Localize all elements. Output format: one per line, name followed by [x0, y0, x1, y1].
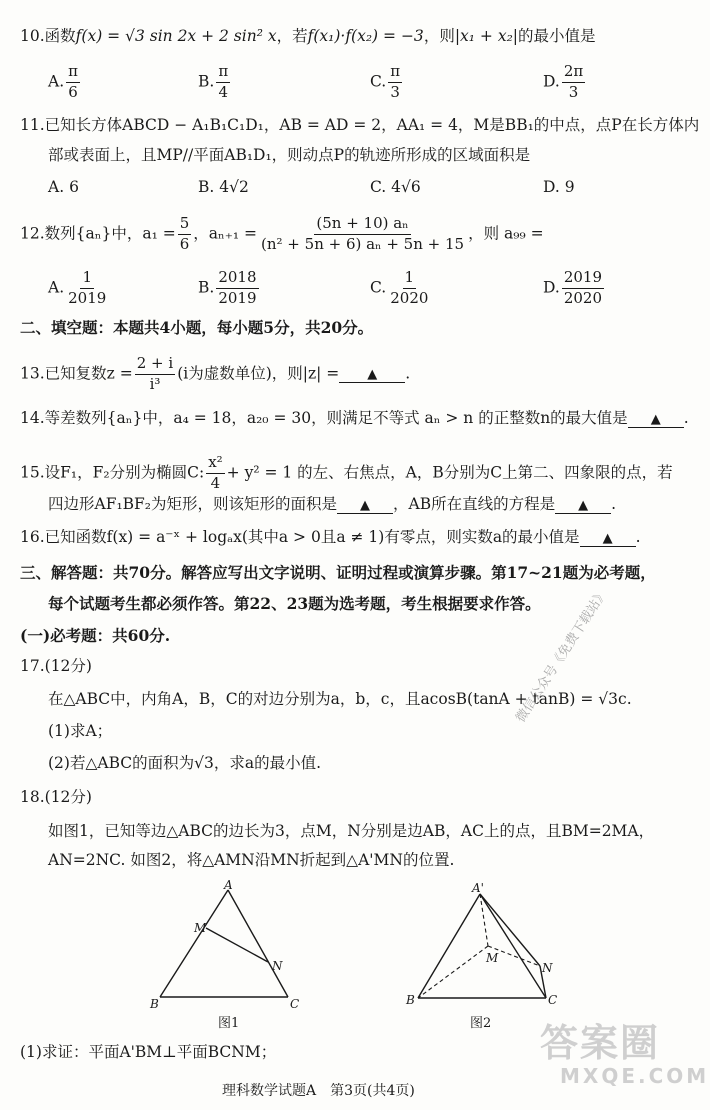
q18-line1: 如图1，已知等边△ABC的边长为3，点M，N分别是边AB，AC上的点，且BM=2MA，: [48, 822, 655, 840]
fig2-label-n: N: [542, 961, 553, 975]
figure-2-caption: 图2: [470, 1016, 492, 1031]
q12-number: 12.: [20, 224, 45, 243]
q11-option-b: B. 4√2: [198, 178, 249, 196]
q11-option-a: A. 6: [48, 178, 79, 196]
fig1-edge-ac: [228, 890, 288, 997]
q12-option-b: B. $\frac{2018}{2019}$: [198, 268, 257, 307]
figure-1: [140, 880, 310, 1030]
q12-option-c: C. $\frac{1}{2020}$: [370, 268, 429, 307]
q11-option-d: D. 9: [543, 178, 575, 196]
q10-option-c: C. $\frac{\pi}{3}$: [370, 62, 401, 101]
q11-line1: 11.已知长方体ABCD − A₁B₁C₁D₁，AB = AD = 2，AA₁ = 4，M是BB₁的中点，点P在长方体内: [20, 116, 700, 134]
q13-number: 13.: [20, 364, 45, 383]
blank-triangle-icon: ▲: [367, 367, 378, 383]
q14-stem: 14.等差数列{aₙ}中，a₄ = 18，a₂₀ = 30，则满足不等式 aₙ > n 的正整数n的最大值是 ▲ .: [20, 409, 689, 427]
q11-option-c: C. 4√6: [370, 178, 421, 196]
blank-triangle-icon: ▲: [602, 531, 613, 546]
figure-1-caption: 图1: [218, 1016, 240, 1031]
q18-part1: (1)求证：平面A'BM⊥平面BCNM；: [20, 1043, 277, 1061]
q11-line2: 部或表面上，且MP//平面AB₁D₁，则动点P的轨迹所形成的区域面积是: [48, 146, 531, 164]
fig2-edge-a-b: [418, 894, 480, 998]
q12-option-d: D. $\frac{2019}{2020}$: [543, 268, 602, 307]
section-solutions-line2: 每个试题考生都必须作答。第22、23题为选考题，考生根据要求作答。: [48, 594, 541, 613]
q10-stem: 10.函数f(x) = √3 sin 2x + 2 sin² x，若f(x₁)·f(x₂) = −3，则|x₁ + x₂|的最小值是: [20, 27, 596, 45]
blank-triangle-icon: ▲: [360, 498, 371, 513]
q12-stem: 12.数列{aₙ}中，a₁ = $\frac{5}{6}$ ，aₙ₊₁ = $\frac{\text{(5n + 10) aₙ}}{\text{(n² + 5n + 6) aₙ + 5n + 15}}$ ，则 a₉₉ =: [20, 214, 544, 253]
fig2-dashed-m-b: [418, 946, 488, 998]
q17-part2: (2)若△ABC的面积为√3，求a的最小值.: [48, 754, 322, 772]
fig1-label-a: A: [224, 880, 233, 892]
q15-line2: 四边形AF₁BF₂为矩形，则该矩形的面积是 ▲ ，AB所在直线的方程是 ▲ .: [48, 495, 617, 513]
q14-number: 14.: [20, 409, 45, 427]
fig2-edge-a-c: [480, 894, 546, 998]
q17-part1: (1)求A；: [48, 722, 113, 740]
section-solutions-line1: 三、解答题：共70分。解答应写出文字说明、证明过程或演算步骤。第17~21题为必考题，: [20, 563, 656, 582]
answer-blank: [580, 530, 636, 547]
q13-stem: 13.已知复数z = $\frac{2 + i}{\text{i³}}$ (i为虚数单位)，则|z| = ▲ .: [20, 354, 411, 393]
answer-blank: [555, 497, 611, 514]
section-fill-in-heading: 二、填空题：本题共4小题，每小题5分，共20分。: [20, 318, 374, 337]
fig2-label-a-prime: A': [472, 881, 484, 895]
side-watermark: 微信公众号《免费下载站》: [513, 586, 611, 726]
fig2-label-m: M: [486, 951, 499, 965]
fig1-label-n: N: [272, 959, 283, 973]
q18-line2: AN=2NC. 如图2，将△AMN沿MN折起到△A'MN的位置.: [48, 851, 455, 869]
fig2-label-c: C: [548, 993, 558, 1007]
q18-header: 18.(12分): [20, 788, 92, 806]
blank-triangle-icon: ▲: [578, 498, 589, 513]
q16-number: 16.: [20, 528, 45, 546]
page-footer: 理科数学试题A 第3页(共4页): [222, 1083, 415, 1099]
q10-option-a: A. $\frac{\pi}{6}$: [48, 62, 78, 101]
q16-stem: 16.已知函数f(x) = a⁻ˣ + logₐx(其中a > 0且a ≠ 1)有零点，则实数a的最小值是 ▲ .: [20, 528, 641, 546]
q17-stem: 在△ABC中，内角A，B，C的对边分别为a，b，c，且acosB(tanA + tanB) = √3c.: [48, 690, 632, 708]
fig1-label-m: M: [194, 921, 207, 935]
q17-header: 17.(12分): [20, 657, 92, 675]
subsection-required: (一)必考题：共60分.: [20, 626, 171, 645]
fig2-label-b: B: [406, 993, 415, 1007]
fig1-label-b: B: [150, 997, 159, 1011]
q15-line1: 15.设F₁，F₂分别为椭圆C: $\frac{\text{x²}}{4}$ + y² = 1 的左、右焦点，A，B分别为C上第二、四象限的点，若: [20, 453, 673, 492]
q10-number: 10.: [20, 27, 45, 45]
corner-watermark-logo: 答案圈: [540, 1021, 661, 1065]
q10-option-d: D. $\frac{2\pi}{3}$: [543, 62, 584, 101]
answer-blank: [628, 411, 684, 428]
answer-blank: [339, 366, 405, 383]
q15-number: 15.: [20, 463, 45, 482]
fig1-label-c: C: [290, 997, 300, 1011]
corner-watermark-site: MXQE.COM: [560, 1064, 710, 1088]
figure-2: [400, 880, 570, 1030]
q12-option-a: A. $\frac{1}{2019}$: [48, 268, 107, 307]
blank-triangle-icon: ▲: [650, 412, 661, 427]
answer-blank: [337, 497, 393, 514]
fig1-edge-ab: [160, 890, 228, 997]
q11-number: 11.: [20, 116, 45, 134]
q10-option-b: B. $\frac{\pi}{4}$: [198, 62, 229, 101]
